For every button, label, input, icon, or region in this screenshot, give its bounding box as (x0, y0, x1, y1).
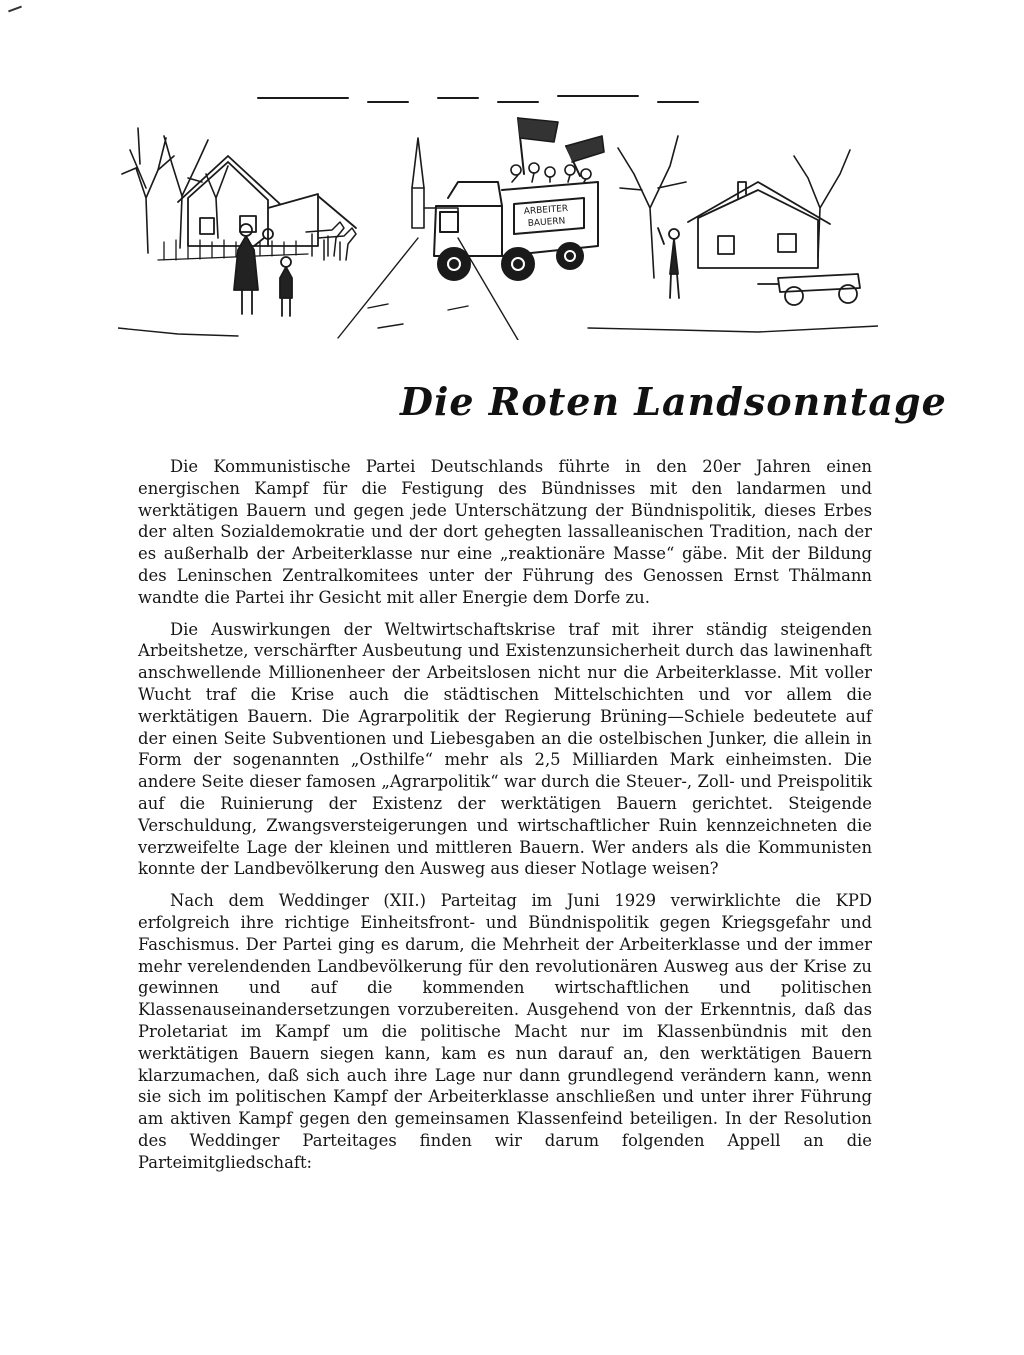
paragraph: Nach dem Weddinger (XII.) Parteitag im Juni 1929 verwirklichte die KPD erfolgreich ihre richtige Einheitsfront- und Bündnispolitik gegen Kriegsgefahr und Faschismus. Der Partei ging es darum, die Mehrheit der Arbeiterklasse und der immer mehr verelendenden Landbevölkerung für den revolutionären Ausweg aus der Krise zu gewinnen und auf die kommenden wirtschaftlichen und politischen Klassenauseinandersetzungen vorzubereiten. Ausgehend von der Erkenntnis, daß das Proletariat im Kampf um die politische Macht nur im Klassenbündnis mit den werktätigen Bauern siegen kann, kam es nun darauf an, den werktätigen Bauern klarzumachen, daß sich auch ihre Lage nur dann grundlegend verändern kann, wenn sie sich im politischen Kampf der Arbeiterklasse anschließen und unter ihrer Führung am aktiven Kampf gegen den gemeinsamen Klassenfeind beteiligen. In der Resolution des Weddinger Parteitages finden wir darum folgenden Appell an die Parteimitgliedschaft: (138, 891, 872, 1172)
sky-lines (258, 96, 698, 102)
figures-mother-child (234, 224, 292, 316)
right-house (688, 182, 830, 268)
truck-sign-line2: BAUERN (527, 216, 566, 229)
village-scene-illustration (118, 78, 878, 340)
paragraph: Die Auswirkungen der Weltwirtschaftskrise traf mit ihrer ständig steigenden Arbeitshetze, verschärfter Ausbeutung und Existenzunsicherheit durch das lawinenhaft anschwellende Millionenheer der Arbeitslosen nicht nur die Arbeiterklasse. Mit voller Wucht traf die Krise auch die städtischen Mittelschichten und vor allem die werktätigen Bauern. Die Agrarpolitik der Regierung Brüning—Schiele bedeutete auf der einen Seite Subventionen und Liebesgaben an die ostelbischen Junker, die allein in Form der sogenannten „Osthilfe“ mehr als 2,5 Milliarden Mark einheimsten. Die andere Seite dieser famosen „Agrarpolitik“ war durch die Steuer-, Zoll- und Preispolitik auf die Ruinierung der Existenz der werktätigen Bauern gerichtet. Steigende Verschuldung, Zwangsversteigerungen und wirtschaftlicher Ruin kennzeichneten die verzweifelte Lage der kleinen und mittleren Bauern. Wer anders als die Kommunisten konnte der Landbevölkerung den Ausweg aus dieser Notlage weisen? (138, 619, 872, 879)
scan-mark (8, 6, 22, 13)
left-house (178, 156, 356, 246)
page-title: Die Roten Landsonntage (400, 379, 947, 424)
farm-cart (758, 274, 860, 305)
paragraph: Die Kommunistische Partei Deutschlands führte in den 20er Jahren einen energischen Kampf für die Festigung des Bündnisses mit den landarmen und werktätigen Bauern und gegen jede Unterschätzung der Bündnispolitik, dieses Erbes der alten Sozialdemokratie und der dort gehegten lassalleanischen Tradition, nach der es außerhalb der Arbeiterklasse nur eine „reaktionäre Masse“ gäbe. Mit der Bildung des Leninschen Zentralkomitees unter der Führung des Genossen Ernst Thälmann wandte die Partei ihr Gesicht mit aller Energie dem Dorfe zu. (138, 457, 872, 607)
standing-man (658, 228, 679, 298)
truck (434, 182, 598, 280)
body-text (138, 456, 872, 1184)
horse-team (306, 222, 356, 260)
right-trees (618, 136, 850, 278)
truck-sign-line1: ARBEITER (523, 203, 569, 217)
road (118, 238, 878, 340)
people-with-flags (511, 118, 604, 182)
